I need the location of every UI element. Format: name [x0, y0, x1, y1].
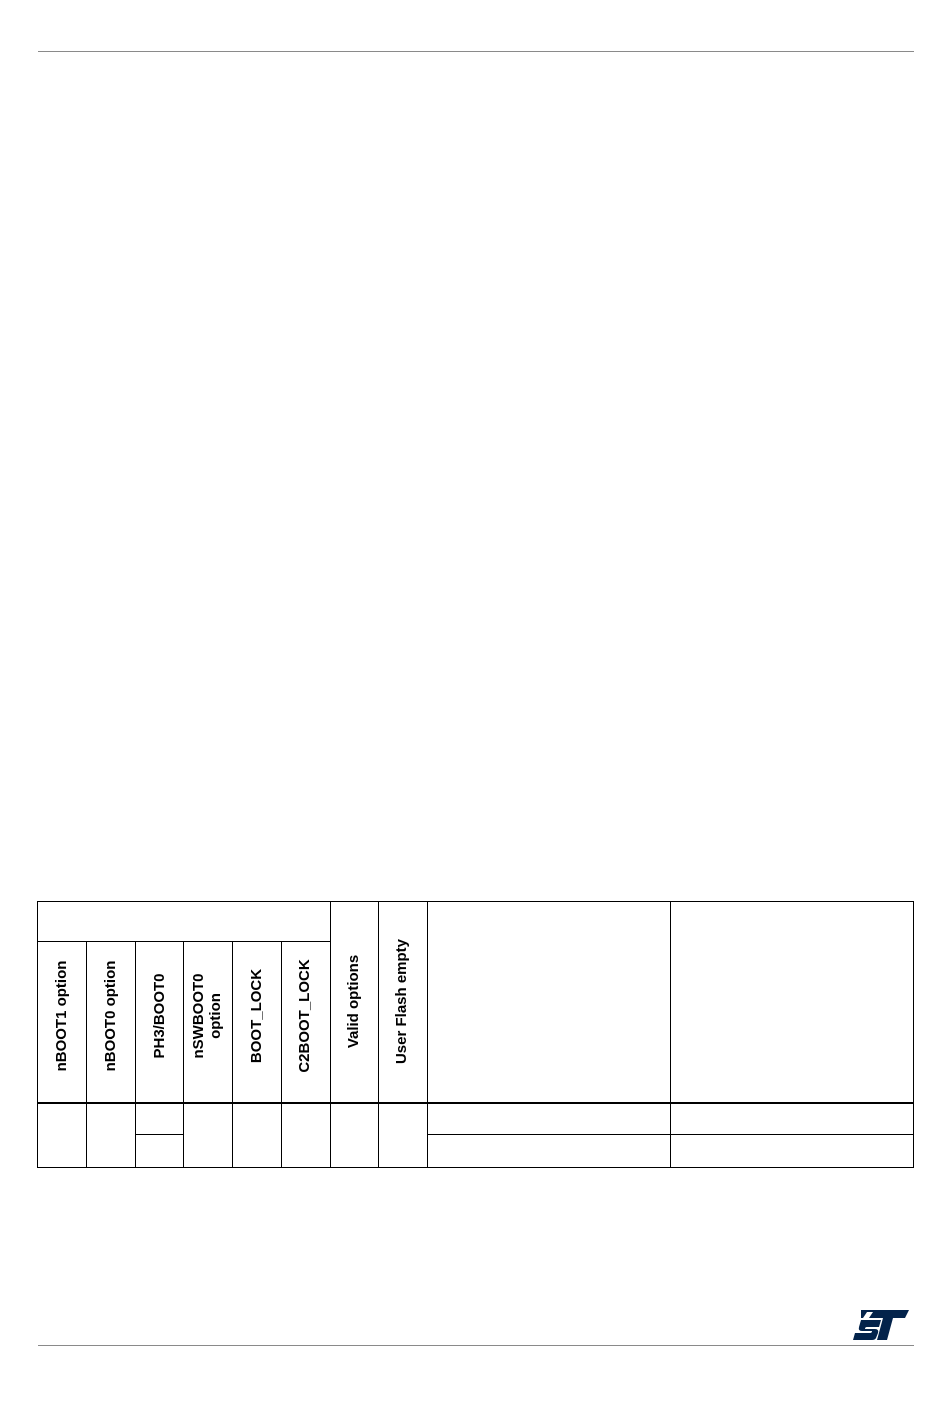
- header-nswboot0-option: [190, 946, 224, 1086]
- header-nswboot0-line1: nSWBOOT0: [190, 973, 207, 1059]
- header-nboot0-option: nBOOT0 option: [102, 960, 119, 1072]
- footer-rule: [38, 1345, 914, 1346]
- header-rule: [38, 51, 914, 52]
- header-nswboot0-line2: option: [207, 993, 224, 1039]
- header-nboot1-option: nBOOT1 option: [53, 960, 70, 1072]
- header-c2boot-lock: C2BOOT_LOCK: [296, 959, 313, 1073]
- header-ph3-boot0: PH3/BOOT0: [151, 973, 168, 1059]
- st-logo-icon: [853, 1310, 909, 1340]
- header-user-flash-empty: User Flash empty: [393, 938, 410, 1065]
- boot-configuration-table: [37, 901, 914, 1168]
- group-header-cell: [37, 901, 330, 941]
- header-boot-lock: BOOT_LOCK: [248, 968, 265, 1064]
- header-valid-options: Valid options: [345, 954, 362, 1049]
